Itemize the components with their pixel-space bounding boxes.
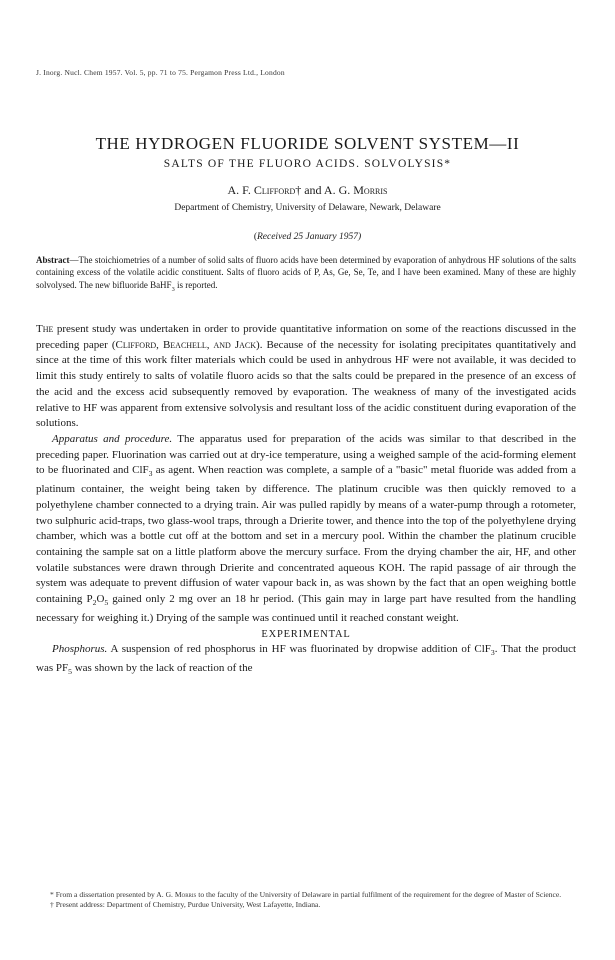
intro-text-2: ). Because of the necessity for isolating precipitates quantitatively and since at the time of this work filter materials which could be used in anhydrous HF were not available, it was decided to limit this study entirely to salts of volatile fluoro acids so that the salts could be prepared in the presence of an excess of the acid and the excess acid subsequently removed by evaporation. The weakness of many of the investigated acids relative to HF was apparent from extensive solvolysis and resultant loss of the acidic constituent during evaporation of the solutions. — [36, 338, 576, 430]
footnote-1 — [36, 890, 576, 900]
footnote-1-text: * From a dissertation presented by A. G. — [50, 890, 175, 899]
intro-text-1: present study was undertaken in order to provide quantitative information on some of the reactions discussed in the preceding paper ( — [36, 323, 576, 351]
abstract-subscript: 3 — [171, 285, 175, 293]
author-2-initials: A. G. — [323, 183, 354, 197]
author-conjunction: and — [301, 183, 324, 197]
abstract-label: Abstract — [36, 255, 70, 265]
footnotes — [36, 890, 576, 910]
phosphorus-text-2: . That the product was PF — [36, 643, 577, 675]
received-date-value: 25 January 1957) — [291, 232, 362, 242]
apparatus-text-4: gained only 2 mg over an 18 hr period. (This gain may in large part have resulted from the handling necessary for weighing it.) Drying of the sample was continued until it reached constant weight. — [36, 593, 576, 625]
abstract-text-end: is reported. — [174, 279, 218, 290]
footnote-2: † Present address: Department of Chemistry, Purdue University, West Lafayette, Indiana. — [50, 900, 321, 910]
apparatus-sub-2: 2 — [92, 598, 97, 608]
phosphorus-sub-2: 5 — [68, 667, 72, 677]
article-body — [36, 322, 576, 680]
received-date — [0, 232, 615, 242]
phosphorus-text-1: A suspension of red phosphorus in HF was fluorinated by dropwise addition of ClF — [107, 643, 491, 656]
intro-references: Clifford, Beachell, and Jack — [115, 338, 257, 351]
abstract-text: —The stoichiometries of a number of solid salts of fluoro acids have been determined by evaporation of anhydrous HF solutions of the salts containing excess of the volatile acidic constituent. Salts of fluoro acids of P, As, Ge, Se, Te, and I have been examined. Many of these are highly solvolysed. The new bifluoride BaHF — [36, 255, 576, 290]
apparatus-sub-1: 3 — [148, 469, 153, 479]
footnote-1-name: Morris — [174, 890, 197, 899]
phosphorus-paragraph — [36, 642, 576, 680]
apparatus-sub-3: 5 — [104, 598, 109, 608]
intro-lead: The — [36, 323, 54, 335]
article-title: THE HYDROGEN FLUORIDE SOLVENT SYSTEM—II — [95, 134, 520, 153]
abstract — [36, 254, 576, 296]
phosphorus-sub-1: 3 — [490, 648, 495, 658]
apparatus-text-1: The apparatus used for preparation of the acids was similar to that described in the preceding paper. Fluorination was carried out at dry-ice temperature, using a weighed sample of the acid-forming element to be fluorinated and ClF — [36, 432, 576, 477]
apparatus-text-2: as agent. When reaction was complete, a sample of a "basic" metal fluoride was added from a platinum container, the weight being taken by difference. The platinum crucible was then quickly removed to a polyethylene chamber connected to a drying train. Air was pulled rapidly by means of a water-pump through a rotometer, two sulphuric acid-traps, two glass-wool traps, through a Drierite tower, and thence into the top of the polyethylene drying chamber, which was a bottle cut off at the bottom and set in a mercury pool. Within the chamber the platinum crucible containing the sample sat on a little platform above the mercury surface. From the drying chamber the air, HF, and other volatile substances were drawn through Drierite and concentrated aqueous KOH. The rapid passage of air through the system was adequate to prevent diffusion of water vapour back in, as was shown by the fact that an open weighing bottle containing P — [36, 464, 577, 606]
affiliation: Department of Chemistry, University of Delaware, Newark, Delaware — [174, 203, 441, 213]
experimental-heading: EXPERIMENTAL — [261, 628, 351, 640]
author-line — [0, 183, 615, 198]
apparatus-text-3: O — [96, 593, 105, 606]
article-subtitle: SALTS OF THE FLUORO ACIDS. SOLVOLYSIS* — [163, 158, 452, 170]
author-2-name: Morris — [353, 183, 388, 197]
journal-citation: J. Inorg. Nucl. Chem 1957. Vol. 5, pp. 71 to 75. Pergamon Press Ltd., London — [36, 68, 285, 77]
received-open: ( — [253, 232, 257, 242]
phosphorus-text-3: was shown by the lack of reaction of the — [71, 662, 253, 675]
author-1-initials: A. F. — [227, 183, 254, 197]
phosphorus-lead: Phosphorus. — [52, 643, 108, 656]
received-label: Received — [256, 232, 292, 242]
apparatus-paragraph — [36, 432, 576, 627]
footnote-1-text-end: to the faculty of the University of Delaware in partial fulfilment of the requirement for the degree of Master of Science. — [196, 890, 562, 899]
intro-paragraph — [36, 322, 576, 432]
author-1-name: Clifford — [253, 183, 296, 197]
author-1-footnote-mark: † — [295, 183, 302, 197]
apparatus-heading: Apparatus and procedure. — [52, 432, 173, 445]
